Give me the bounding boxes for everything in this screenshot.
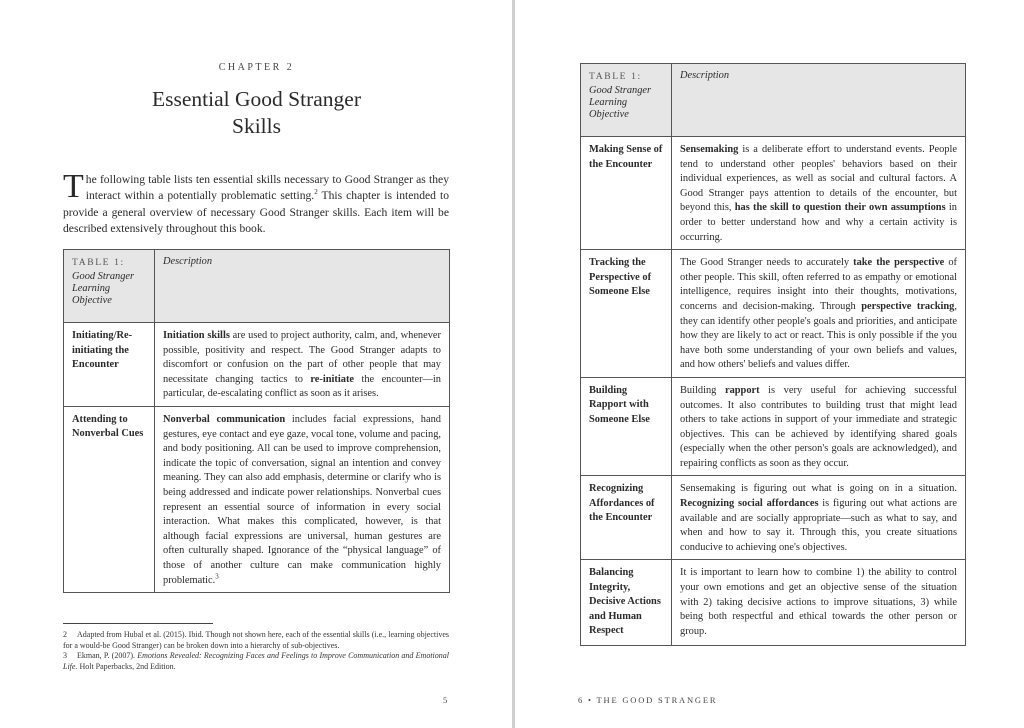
row-objective: Balancing Integrity, Decisive Actions and Human Respect — [581, 560, 672, 646]
table-row — [581, 250, 966, 378]
chapter-label: CHAPTER 2 — [218, 62, 295, 73]
drop-cap: T — [63, 168, 84, 205]
key-term: Initiation skills — [163, 330, 230, 341]
header-objective-line: Good Stranger — [72, 270, 135, 282]
key-term: perspective tracking — [861, 300, 955, 312]
desc-text: in order to better understand how and why a certain activity is occurring. — [680, 202, 957, 243]
row-objective: Initiating/Re-initiating the Encounter — [64, 323, 155, 407]
header-description-label: Description — [680, 70, 730, 81]
footnote-ref-3[interactable]: 3 — [215, 572, 219, 581]
footnote-rule — [63, 623, 213, 624]
desc-text: of other people. This skill, often referred to as empathy or emotional intelligence, requires insight into their thoughts, motivations, concerns and decision-making. Through — [680, 257, 957, 312]
desc-text: Building — [680, 384, 725, 396]
footnote-number: 2 — [63, 630, 67, 639]
row-objective: Building Rapport with Someone Else — [581, 377, 672, 476]
key-term: Sensemaking — [680, 144, 739, 155]
footnote-book-title: Emotions Revealed: Recognizing Faces and Feelings to Improve Communication and Emotional Life. — [63, 651, 449, 671]
running-footer-right: 6 • THE GOOD STRANGER — [578, 695, 718, 705]
page-number-left: 5 — [443, 695, 448, 705]
row-description: It is important to learn how to combine 1) the ability to control your own emotions and get an objective sense of the situation with 2) taking decisive actions to improve situations, 3) while being both respectful and ethical towards the other person or group. — [672, 560, 966, 646]
table-number: TABLE 1: — [589, 71, 642, 82]
header-objective-line: Good Stranger — [589, 84, 652, 96]
desc-text: includes facial expressions, hand gestures, eye contact and eye gaze, vocal tone, volume and pacing, and body positioning. All can be used to improve comprehension, indicate the topic of conversation, signal an intention and convey meaning. They can also add emphasis, determine or clarify who is being addressed and indicate power relationships. Nonverbal cues represent an essential source of information in every social interaction. What makes this complicated, however, is that although facial expressions are universal, human gestures are often culturally shaped. Ignorance of the “physical language” of those of another culture can make communication highly problematic. — [163, 413, 441, 586]
intro-text-a: he following table lists ten essential skills necessary to Good Stranger as they interact within a potentially problematic setting. — [85, 173, 449, 203]
desc-text: the encounter—in particular, de-escalating conflict as soon as it arises. — [163, 373, 442, 400]
chapter-title-line-2: Skills — [232, 114, 281, 138]
key-term: re-initiate — [310, 373, 355, 385]
key-term: take the perspective — [853, 257, 945, 269]
header-description-label: Description — [163, 256, 213, 267]
key-term: Nonverbal communication — [163, 413, 286, 425]
key-term: has the skill to question their own assumptions — [734, 202, 946, 214]
chapter-title-line-1: Essential Good Stranger — [152, 87, 361, 111]
table-row — [581, 560, 966, 646]
intro-text-b: This chapter is intended to provide a general overview of necessary Good Stranger skills. Each item will be described extensively throughout this book. — [63, 189, 450, 235]
footnote-text: Holt Paperbacks, 2nd Edition. — [77, 661, 176, 671]
header-description — [672, 64, 966, 137]
table-row — [64, 323, 450, 407]
desc-text: are used to project authority, calm, and, whenever possible, positivity and respect. The Good Stranger adapts to discomfort or confusion on the part of other people that may necessitate changing tactics to — [163, 330, 442, 385]
row-objective: Tracking the Perspective of Someone Else — [581, 250, 672, 378]
row-description — [155, 406, 450, 592]
objectives-table-part-1 — [63, 249, 450, 593]
row-description — [672, 377, 966, 476]
row-objective: Making Sense of the Encounter — [581, 137, 672, 250]
objectives-table-part-2 — [580, 63, 966, 646]
footnote-text: Adapted from Hubal et al. (2015). Ibid. Though not shown here, each of the essential skills (i.e., learning objectives for a would-be Good Stranger) can be broken down into a hierarchy of sub-objectives. — [63, 630, 449, 650]
footnote-ref-2[interactable]: 2 — [314, 188, 318, 197]
table-row — [581, 377, 966, 476]
header-objective-line: Learning — [589, 96, 628, 108]
header-objective — [64, 250, 155, 323]
row-description — [672, 250, 966, 378]
key-term: Recognizing social affordances — [680, 498, 819, 510]
table-number: TABLE 1: — [72, 257, 125, 268]
desc-text: is figuring out what actions are available and are socially appropriate—such as what to say, and when and how to say it. Through this, you create situations conducive to achieving one's objectives. — [680, 498, 957, 553]
header-objective — [581, 64, 672, 137]
desc-text: The Good Stranger needs to accurately — [680, 257, 854, 269]
key-term: rapport — [724, 384, 760, 396]
header-objective-line: Objective — [589, 108, 629, 120]
chapter-title — [0, 86, 513, 140]
footnote-3 — [63, 651, 449, 672]
intro-paragraph — [63, 168, 450, 237]
header-objective-line: Objective — [72, 294, 112, 306]
header-description — [155, 250, 450, 323]
footnote-2 — [63, 630, 449, 651]
row-description — [672, 476, 966, 560]
table-header-row — [581, 64, 966, 137]
row-description — [672, 137, 966, 250]
desc-text: , they can identify other people's goals and priorities, and anticipate how they are likely to act or react. This is only possible if the you have both some understanding of your own beliefs and values, and how others' beliefs and values differ. — [680, 300, 957, 371]
footnotes — [63, 630, 449, 672]
table-row — [581, 137, 966, 250]
table-header-row — [64, 250, 450, 323]
desc-text: Sensemaking is figuring out what is going on in a situation. — [680, 483, 957, 495]
footnote-text: Ekman, P. (2007). — [77, 651, 138, 661]
footnote-number: 3 — [63, 651, 67, 661]
table-row — [581, 476, 966, 560]
row-objective: Attending to Nonverbal Cues — [64, 406, 155, 592]
table-row — [64, 406, 450, 592]
row-objective: Recognizing Affordances of the Encounter — [581, 476, 672, 560]
desc-text: is a deliberate effort to understand events. People tend to understand other peoples' behaviors based on their individual experiences, as well as social and cultural factors. A Good Stranger pays attention to details of the encounter, but beyond this, — [680, 144, 957, 214]
desc-text: is very useful for achieving successful outcomes. It also contributes to building trust that might lead others to take actions in support of your immediate and strategic objectives. This can be achieved by identifying shared goals (especially when the other person's goals are acknowledged), and repairing conflicts as soon as they occur. — [680, 384, 957, 469]
header-objective-line: Learning — [72, 282, 111, 294]
row-description — [155, 323, 450, 407]
